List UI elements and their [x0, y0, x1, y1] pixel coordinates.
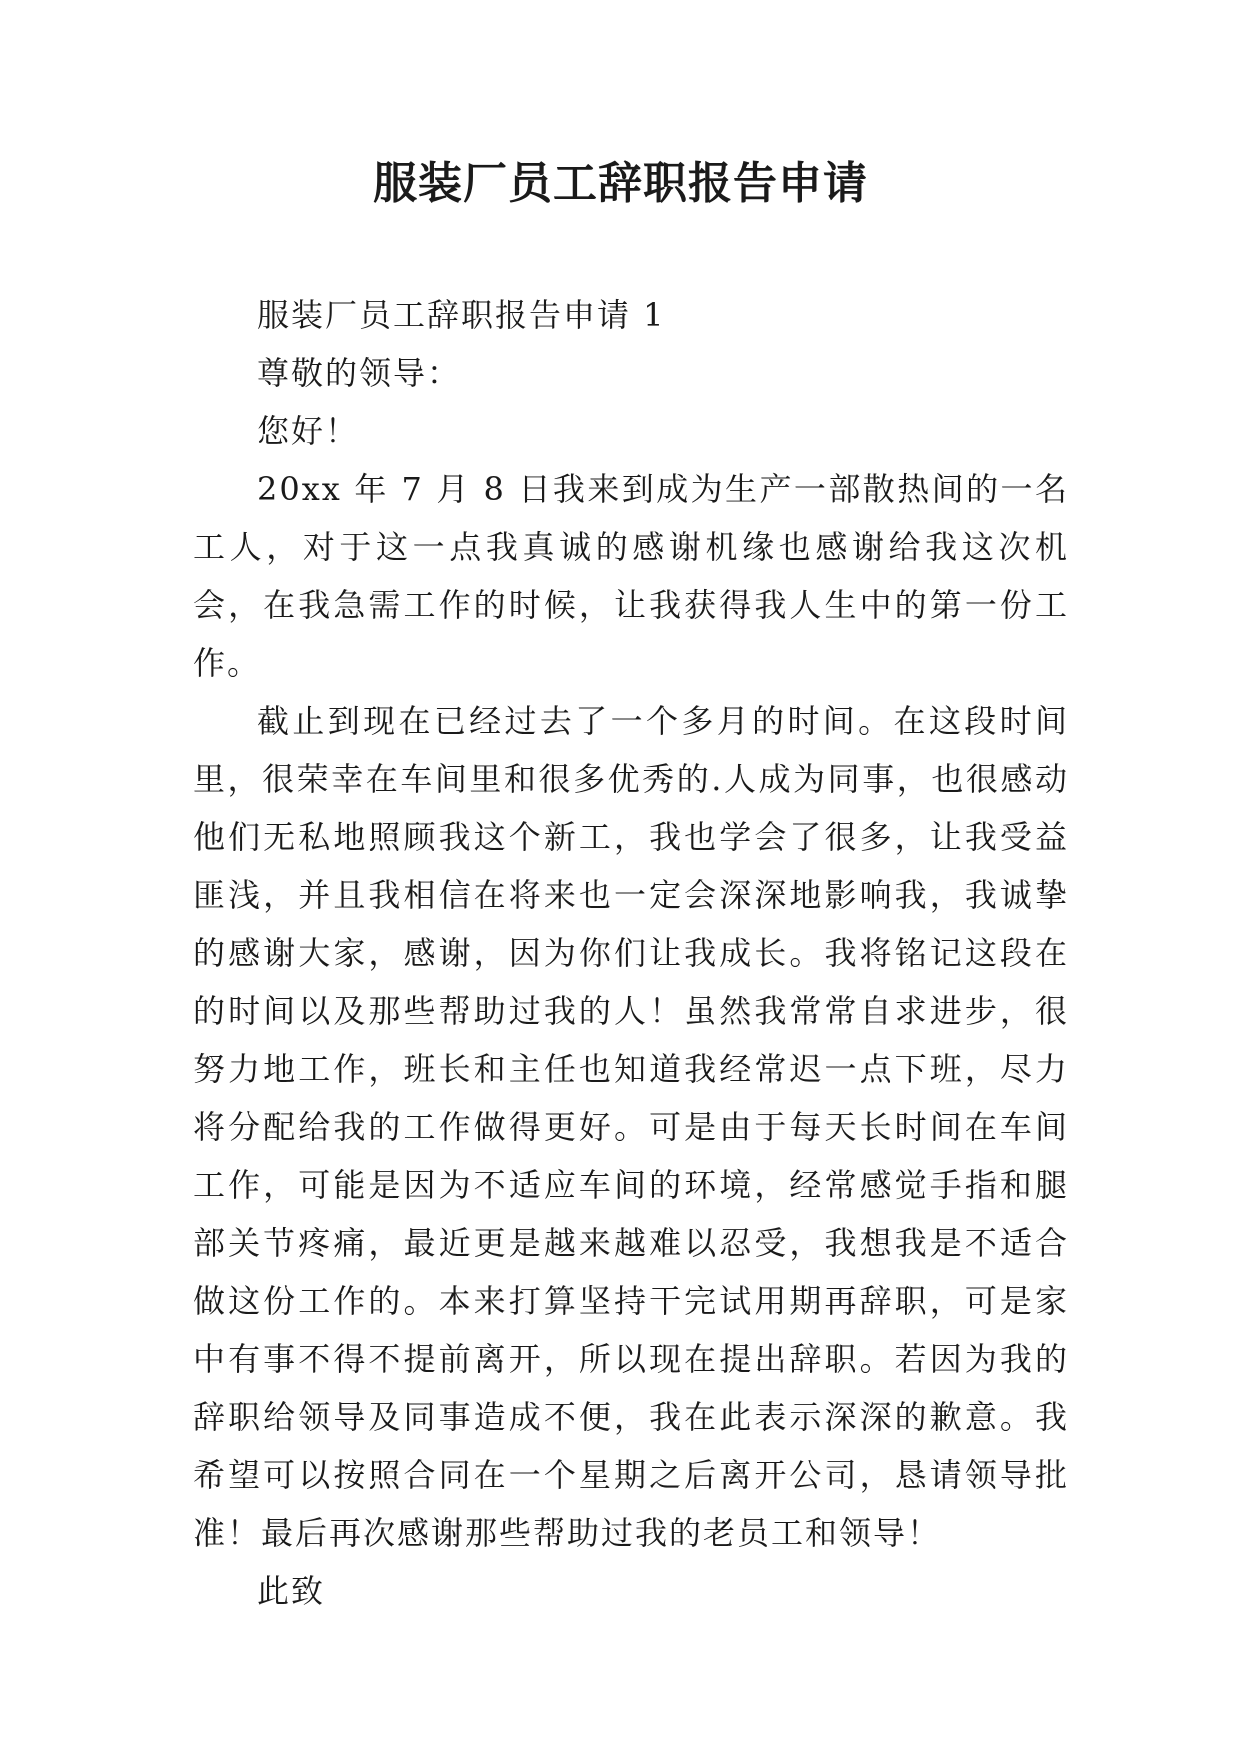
document-subtitle: 服装厂员工辞职报告申请 1	[257, 296, 666, 334]
document-body	[193, 286, 1069, 1620]
document-title: 服装厂员工辞职报告申请	[373, 158, 868, 209]
closing: 此致	[257, 1572, 326, 1610]
body-paragraph: 20xx 年 7 月 8 日我来到成为生产一部散热间的一名工人，对于这一点我真诚的感谢机缘也感谢给我这次机会，在我急需工作的时候，让我获得我人生中的第一份工作。	[193, 470, 1069, 682]
body-paragraph: 截止到现在已经过去了一个多月的时间。在这段时间里，很荣幸在车间里和很多优秀的.人成为同事，也很感动他们无私地照顾我这个新工，我也学会了很多，让我受益匪浅，并且我相信在将来也一定会深深地影响我，我诚挚的感谢大家，感谢，因为你们让我成长。我将铭记这段在的时间以及那些帮助过我的人！虽然我常常自求进步，很努力地工作，班长和主任也知道我经常迟一点下班，尽力将分配给我的工作做得更好。可是由于每天长时间在车间工作，可能是因为不适应车间的环境，经常感觉手指和腿部关节疼痛，最近更是越来越难以忍受，我想我是不适合做这份工作的。本来打算坚持干完试用期再辞职，可是家中有事不得不提前离开，所以现在提出辞职。若因为我的辞职给领导及同事造成不便，我在此表示深深的歉意。我希望可以按照合同在一个星期之后离开公司，恳请领导批准！最后再次感谢那些帮助过我的老员工和领导！	[193, 702, 1069, 1552]
greeting: 您好！	[257, 412, 360, 450]
salutation: 尊敬的领导：	[257, 354, 462, 392]
